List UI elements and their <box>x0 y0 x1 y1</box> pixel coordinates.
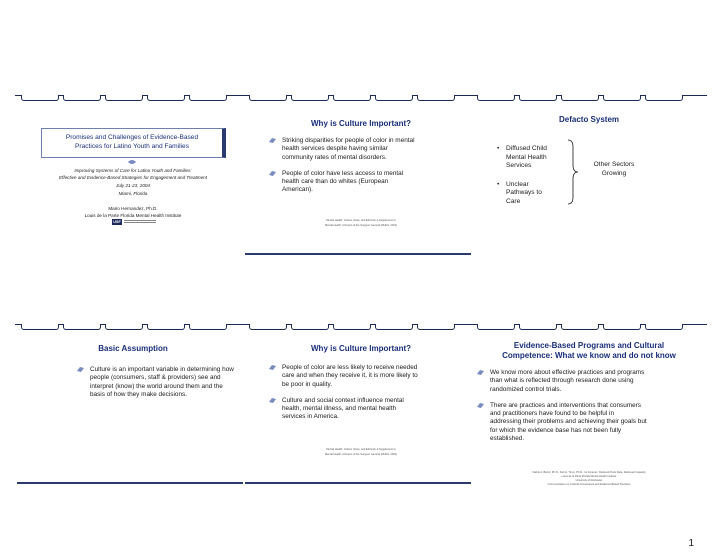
slide1-subtitle1: Improving Systems of Care for Latino Youth and Families: <box>74 168 192 173</box>
slide-bottom-rule <box>17 482 249 484</box>
slide6-title-line1: Evidence-Based Programs and Cultural <box>513 341 665 350</box>
bullet-text: We know more about effective practices and programs than what is reflected through research done using randomized control trials. <box>490 369 645 393</box>
slide-1 <box>15 95 251 257</box>
defacto-item: • Diffused Child Mental Health Services <box>496 145 558 171</box>
slide1-location: Miami, Florida <box>118 191 148 196</box>
logo-wordmark <box>124 220 156 221</box>
page-number: 1 <box>688 538 694 549</box>
slide6-title-line2: Competence: What we know and do not know <box>502 351 676 360</box>
slide6-footer3: University of Rochester <box>575 479 603 482</box>
slide6-footer1: Kathie A. Bertot, Ph.D., Karl H. Timm, Ph.D., Ire Jimenez, Reduced Tools Data, Retrieved Capacity <box>532 471 646 474</box>
slide1-date: July 21-23, 2004 <box>116 183 150 188</box>
bullet-item <box>269 397 419 422</box>
bullet-text: Culture is an important variable in determining how people (consumers, staff & providers) see and interpret (know) the world around them and the basis of how they make decisions. <box>90 366 234 398</box>
slide1-presenter: Mario Hernandez, Ph.D. <box>108 206 158 211</box>
bullet-item <box>77 366 237 399</box>
bullet-item <box>269 137 419 162</box>
slide-3 <box>471 95 707 257</box>
slide-tab-bar <box>15 324 251 332</box>
bullet-text: There are practices and interventions that consumers and practitioners have found to be helpful in addressing their problems and achieving their goals but for which the evidence base has not been fully established. <box>490 401 647 443</box>
slide-tab-bar <box>471 95 707 103</box>
bullet-item <box>477 369 647 394</box>
defacto-item: • Unclear Pathways to Care <box>496 181 558 207</box>
slide2-title: Why is Culture Important? <box>311 119 411 128</box>
slide1-subtitle2: Effective and Evidence-Based Strategies for Engagement and Treatment <box>58 175 208 180</box>
slide3-title: Defacto System <box>558 115 620 124</box>
usf-logo: USF <box>113 220 121 224</box>
slide-tab-bar <box>243 324 479 332</box>
bullet-text: Culture and social context influence mental health, mental illness, and mental health services in America. <box>282 396 404 421</box>
slide-5 <box>243 324 479 486</box>
bullet-icon <box>269 138 276 143</box>
bullet-item <box>477 402 647 443</box>
slide-bottom-rule <box>245 253 477 255</box>
bullet-text: People of color are less likely to receive needed care and when they receive it, it is more likely to be poor in quality. <box>282 364 418 388</box>
bullet-icon <box>477 403 484 408</box>
slide-4 <box>15 324 251 486</box>
slide-6 <box>471 324 707 486</box>
bullet-item <box>269 364 419 389</box>
slide-bottom-rule <box>245 482 477 484</box>
bullet-icon <box>269 365 276 370</box>
brace-label: Other Sectors Growing <box>593 161 635 177</box>
slide5-footer2: Mental Health: A Report of the Surgeon General (DHHS, 2001) <box>324 453 398 456</box>
slide1-title-line1: Promises and Challenges of Evidence-Based <box>65 134 199 141</box>
slide-tab-bar <box>471 324 707 332</box>
slide2-footer1: Mental Health: Culture, Race, and Ethnicity-A Supplement to <box>326 219 396 222</box>
slide-tab-bar <box>243 95 479 103</box>
slide1-title-line2: Practices for Latino Youth and Families <box>75 143 189 150</box>
title-box <box>41 128 226 158</box>
slide1-institute: Louis de la Parte Florida Mental Health Institute <box>84 213 182 218</box>
bullet-icon <box>269 171 276 176</box>
slide4-title: Basic Assumption <box>98 344 168 353</box>
slide-2 <box>243 95 479 257</box>
ornament-icon <box>128 159 136 165</box>
slide6-footer4: Communication on Cultural Competence and Evidence-Based Practices <box>547 483 631 486</box>
bullet-icon <box>477 370 484 375</box>
bullet-icon <box>77 367 84 372</box>
slide6-footer2: Louis de la Parte Florida Mental Health Institute <box>561 475 617 478</box>
bullet-text: People of color have less access to mental health care than do whites (European American). <box>282 169 404 194</box>
slide-tab-bar <box>15 95 251 103</box>
slide5-title: Why is Culture Important? <box>311 344 411 353</box>
bullet-icon <box>269 398 276 403</box>
slide2-footer2: Mental Health: A Report of the Surgeon General (DHHS, 2001) <box>324 224 398 227</box>
brace-icon <box>567 139 579 205</box>
bullet-text: Striking disparities for people of color in mental health services despite having similar community rates of mental disorders. <box>282 137 415 161</box>
slide5-footer1: Mental Health: Culture, Race, and Ethnicity-A Supplement to <box>326 448 396 451</box>
bullet-item <box>269 170 419 195</box>
